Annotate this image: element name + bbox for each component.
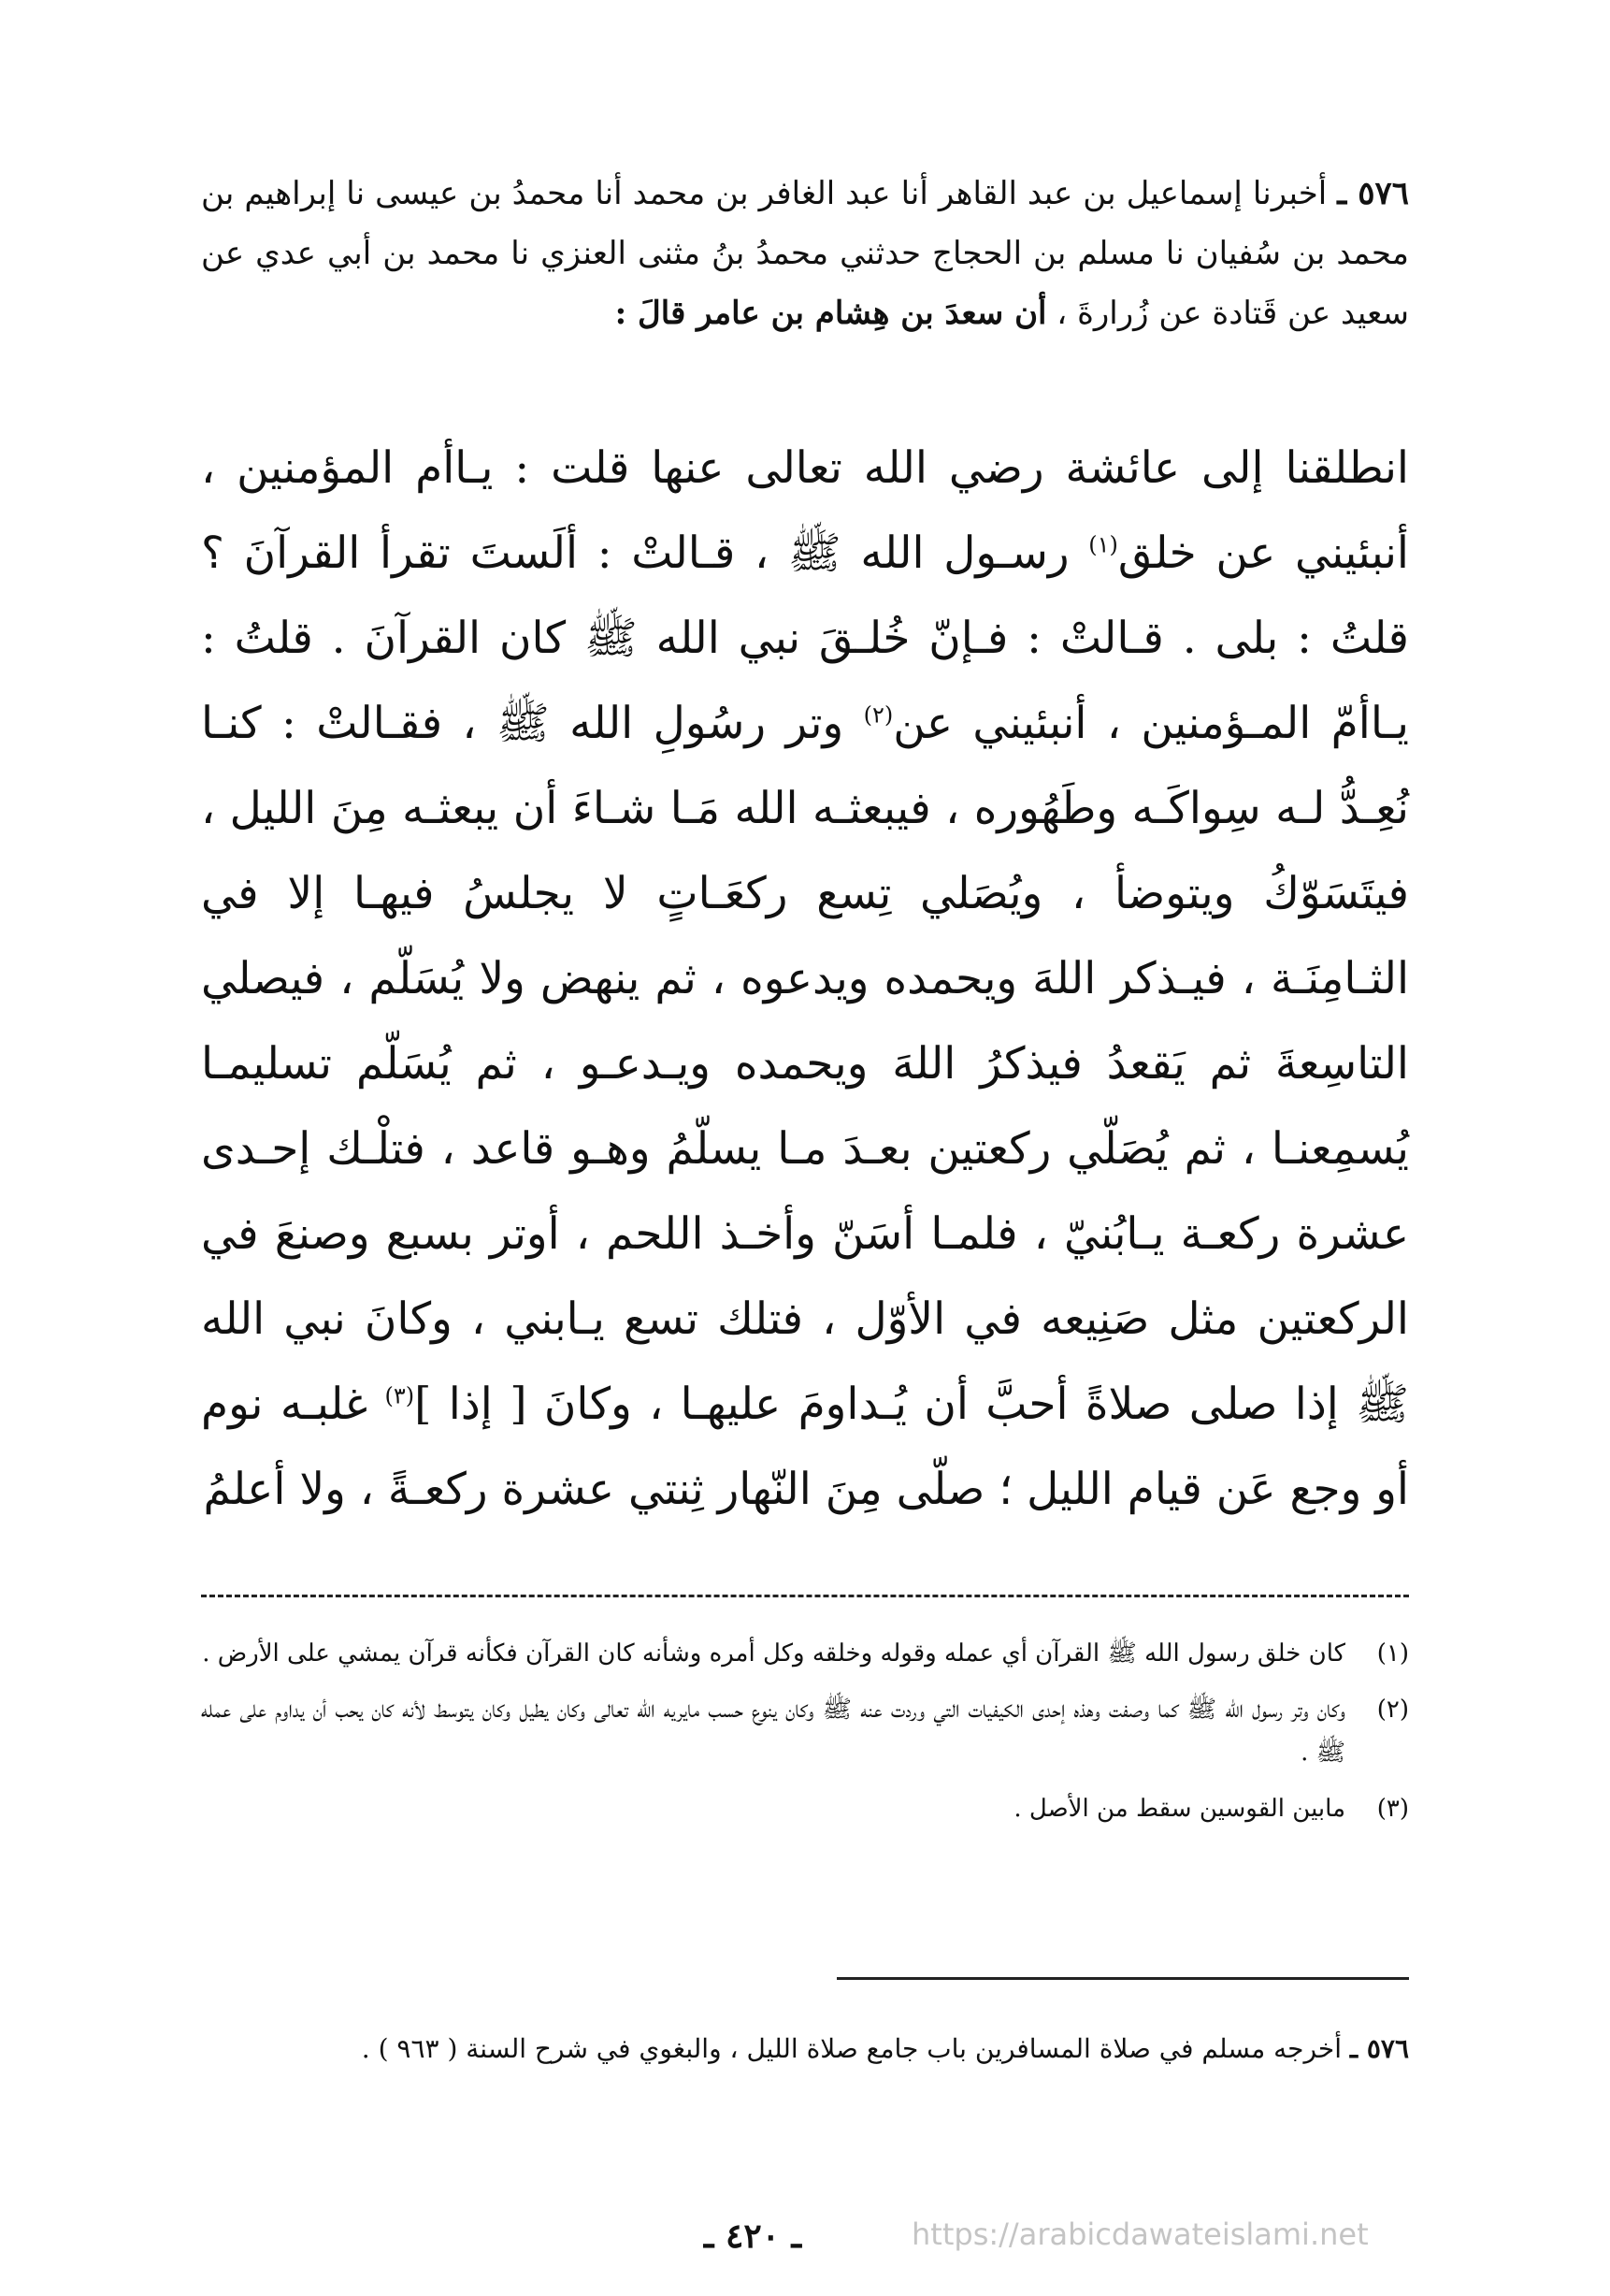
hadith-number: ٥٧٦ ـ: [1337, 175, 1410, 212]
matn-part-2: رسـول الله ﷺ ، قـالتْ : ألَستَ تقرأ القرآنَ ؟ قلتُ : بلى . قـالتْ : فـإنّ خُلـقَ نبي الله ﷺ كان القرآنَ . قلتُ : يـاأمّ المـؤمنين ، أنبئيني عن: [201, 527, 1409, 749]
footnote-item: [201, 1632, 1409, 1675]
isnad-text: أخبرنا إسماعيل بن عبد القاهر أنا عبد الغافر بن محمد أنا محمدُ بن عيسى نا إبراهيم بن محمد بن سُفيان نا مسلم بن الحجاج حدثني محمدُ بنُ مثنى العنزي نا محمد بن أبي عدي عن سعيد عن قَتادة عن زُرارةَ ،: [201, 175, 1409, 332]
footnote-text: مابين القوسين سقط من الأصل .: [1013, 1795, 1345, 1823]
footnote-number: (١): [1376, 1639, 1409, 1668]
takhrij-note: [201, 2025, 1409, 2073]
footnote-number: (٢): [1376, 1696, 1409, 1724]
footnote-marker-2: (٢): [863, 701, 894, 729]
footnote-divider-dashed: [201, 1595, 1409, 1597]
takhrij-number: ٥٧٦ ـ: [1349, 2033, 1409, 2064]
footnote-marker-1: (١): [1088, 531, 1118, 558]
footnote-item: [201, 1688, 1409, 1774]
hadith-isnad: [201, 164, 1409, 343]
footnote-marker-3: (٣): [384, 1382, 415, 1409]
matn-part-3: وتر رسُولِ الله ﷺ ، فقـالتْ : كنـا نُعِـدُّ لـه سِواكَـه وطَهُوره ، فيبعثـه الله مَـا شـاءَ أن يبعثـه مِنَ الليل ، فيتَسَوّكُ ويتوضأ ، ويُصَلي تِسع ركعَـاتٍ لا يجلسُ فيهـا إلا في الثـامِنَـة ، فيـذكر اللهَ ويحمده ويدعوه ، ثم ينهض ولا يُسَلّم ، فيصلي التاسِعةَ ثم يَقعدُ فيذكرُ اللهَ ويحمده ويـدعـو ، ثم يُسَلّم تسليمـا يُسمِعنـا ، ثم يُصَلّي ركعتين بعـدَ مـا يسلّمُ وهـو قاعد ، فتلْـك إحـدى عشرة ركعـة يـابُنيّ ، فلمـا أسَنّ وأخـذ اللحم ، أوتر بسبع وصنعَ في الركعتين مثل صَنِيعه في الأوّل ، فتلك تسع يـابني ، وكانَ نبي الله ﷺ إذا صلى صلاةً أحبَّ أن يُـداومَ عليهـا ، وكانَ [ إذا ]: [201, 698, 1409, 1430]
page-number: ـ ٤٢٠ ـ: [703, 2217, 802, 2256]
matn-part-1: انطلقنا إلى عائشة رضي الله تعالى عنها قلت : يـاأم المؤمنين ، أنبئيني عن خلق: [201, 442, 1409, 579]
isnad-narrator-bold: أن سعدَ بن هِشام بن عامر قالَ :: [614, 295, 1047, 332]
hadith-matn: [201, 426, 1409, 1532]
watermark-url: https://arabicdawateislami.net: [912, 2217, 1369, 2252]
matn-part-4: غلبـه نوم أو وجع عَن قيام الليل ؛ صلّى مِنَ النّهار ثِنتي عشرة ركعـةً ، ولا أعلمُ: [201, 1379, 1409, 1515]
footnotes: [201, 1632, 1409, 1843]
footnote-text: كان خلق رسول الله ﷺ القرآن أي عمله وقوله وخلقه وكل أمره وشأنه كان القرآن فكأنه قرآن يمشي على الأرض .: [202, 1639, 1345, 1668]
footnote-text: وكان وتر رسول الله ﷺ كما وصفت وهذه إحدى الكيفيات التي وردت عنه ﷺ وكان ينوع حسب مايريه الله تعالى وكان يطيل وكان يتوسط لأنه كان يحب أن يداوم على عمله ﷺ .: [201, 1696, 1345, 1767]
takhrij-divider: [837, 1977, 1409, 1980]
footnote-number: (٣): [1376, 1795, 1409, 1823]
takhrij-text: أخرجه مسلم في صلاة المسافرين باب جامع صلاة الليل ، والبغوي في شرح السنة ( ٩٦٣ ) .: [361, 2033, 1343, 2064]
footnote-item: [201, 1787, 1409, 1830]
